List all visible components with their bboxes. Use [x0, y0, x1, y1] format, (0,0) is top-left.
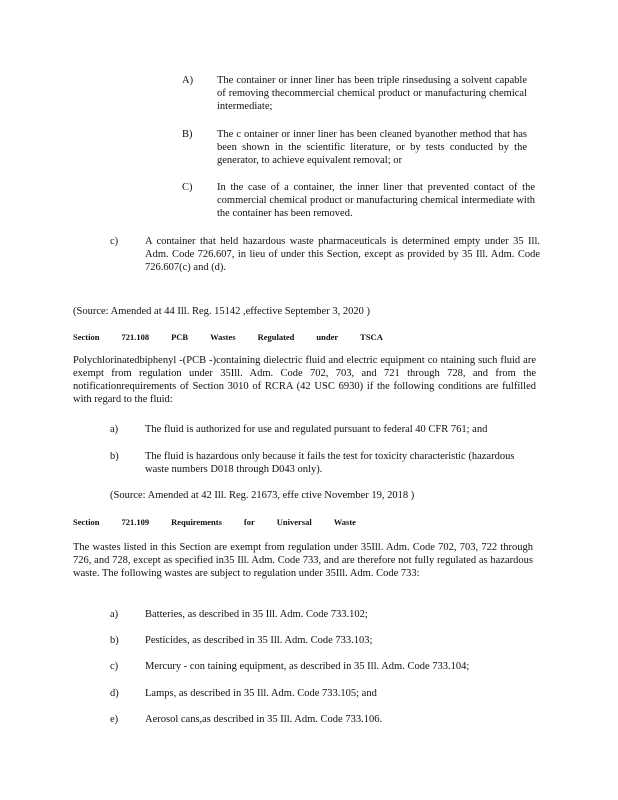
list-text: The container or inner liner has been triple rinsedusing a solvent capable of removing thecommercial chemical product or manufacturing chemical intermediate;	[217, 75, 527, 112]
list-text: Mercury - con taining equipment, as described in 35 Ill. Adm. Code 733.104;	[145, 661, 470, 672]
list-text: Aerosol cans,as described in 35 Ill. Adm. Code 733.106.	[145, 714, 383, 725]
list-item	[110, 687, 550, 703]
list-label: c)	[110, 661, 119, 672]
list-text: Lamps, as described in 35 Ill. Adm. Code 733.105; and	[145, 688, 377, 699]
list-label: A)	[182, 75, 194, 86]
source-note: (Source: Amended at 42 Ill. Reg. 21673, effe ctive November 19, 2018 )	[110, 490, 415, 501]
list-label: B)	[182, 129, 193, 140]
list-text: The fluid is authorized for use and regulated pursuant to federal 40 CFR 761; and	[145, 424, 488, 435]
list-item	[182, 181, 542, 221]
list-label: C)	[182, 182, 193, 193]
source-note: (Source: Amended at 44 Ill. Reg. 15142 ,effective September 3, 2020 )	[73, 306, 370, 317]
list-label: b)	[110, 451, 119, 462]
list-item	[110, 423, 550, 439]
section-body-721-109: The wastes listed in this Section are exempt from regulation under 35Ill. Adm. Code 702, 703, 722 through 726, and 728, except as specified in35 Ill. Adm. Code 733, and are therefore not fully regulated as hazardous waste. The following wastes are subject to regulation under 35Ill. Adm. Code 733:	[73, 542, 533, 579]
list-label: d)	[110, 688, 119, 699]
list-item	[182, 128, 542, 168]
list-text: Batteries, as described in 35 Ill. Adm. Code 733.102;	[145, 609, 368, 620]
section-heading-721-108: Section 721.108 PCB Wastes Regulated under TSCA	[73, 332, 383, 342]
section-heading-721-109: Section 721.109 Requirements for Universal Waste	[73, 517, 356, 527]
list-label: b)	[110, 635, 119, 646]
list-text: Pesticides, as described in 35 Ill. Adm. Code 733.103;	[145, 635, 373, 646]
list-label: a)	[110, 609, 119, 620]
list-item	[110, 713, 550, 729]
list-item	[182, 74, 542, 114]
list-label: c)	[110, 236, 119, 247]
list-item	[110, 634, 550, 650]
section-body-721-108: Polychlorinatedbiphenyl -(PCB -)containing dielectric fluid and electric equipment co ntaining such fluid are exempt from regulation under 35Ill. Adm. Code 702, 703, and 721 through 728, and from the notificationrequirements of Section 3010 of RCRA (42 USC 6930) if the following conditions are fulfilled with regard to the fluid:	[73, 355, 536, 405]
list-label: e)	[110, 714, 119, 725]
list-item	[110, 235, 550, 275]
list-text: The c ontainer or inner liner has been cleaned byanother method that has been shown in the scientific literature, or by tests conducted by the generator, to achieve equivalent removal; or	[217, 129, 527, 166]
list-text: The fluid is hazardous only because it fails the test for toxicity characteristic (hazardous waste numbers D018 through D043 only).	[145, 451, 515, 475]
list-item	[110, 608, 550, 624]
list-item	[110, 450, 550, 478]
list-item	[110, 660, 550, 676]
list-text: A container that held hazardous waste pharmaceuticals is determined empty under 35 Ill. Adm. Code 726.607, in lieu of under this Section, except as provided by 35 Ill. Adm. Code 726.607(c) and (d).	[145, 236, 540, 273]
list-label: a)	[110, 424, 119, 435]
list-text: In the case of a container, the inner liner that prevented contact of the commercial chemical product or manufacturing chemical intermediate with the container has been removed.	[217, 182, 535, 219]
